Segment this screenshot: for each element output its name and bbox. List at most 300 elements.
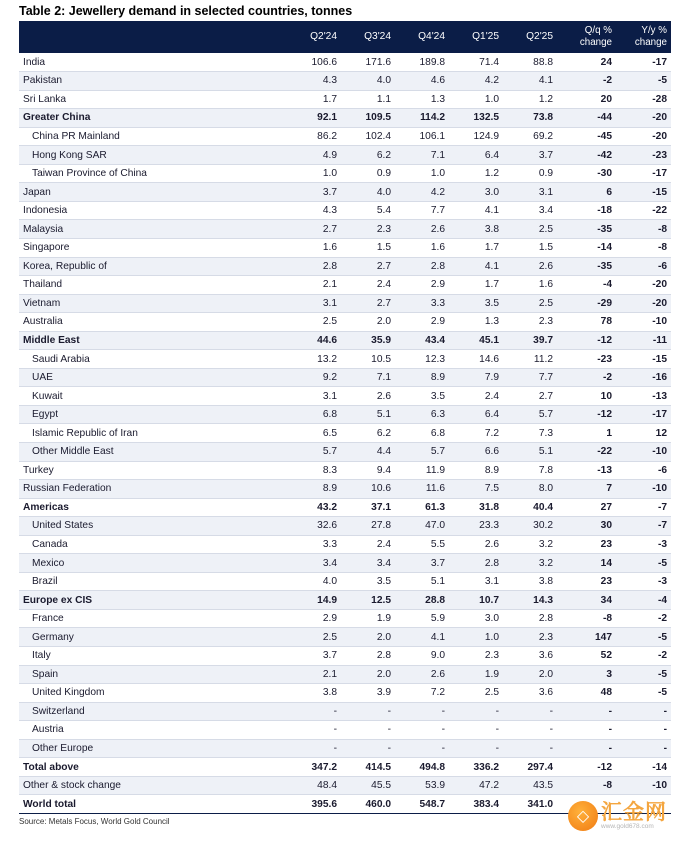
row-yy-change: -17	[616, 53, 671, 72]
row-yy-change: -11	[616, 331, 671, 350]
row-value: 14.3	[503, 591, 557, 610]
row-value: 1.5	[503, 238, 557, 257]
row-yy-change: -7	[616, 498, 671, 517]
row-qq-change: 52	[557, 647, 616, 666]
row-qq-change: -8	[557, 776, 616, 795]
row-value: 2.5	[287, 313, 341, 332]
row-value: 6.3	[395, 405, 449, 424]
row-value: -	[503, 739, 557, 758]
row-value: 39.7	[503, 331, 557, 350]
row-label: United States	[19, 517, 287, 536]
row-yy-change: -10	[616, 480, 671, 499]
row-value: 2.7	[287, 220, 341, 239]
row-value: 4.0	[287, 572, 341, 591]
row-value: 2.6	[449, 535, 503, 554]
row-label: United Kingdom	[19, 684, 287, 703]
row-value: 548.7	[395, 795, 449, 814]
table-row	[19, 220, 671, 239]
row-value: 5.7	[287, 442, 341, 461]
row-label: Other Europe	[19, 739, 287, 758]
row-value: 2.5	[287, 628, 341, 647]
row-value: 35.9	[341, 331, 395, 350]
row-value: 189.8	[395, 53, 449, 72]
row-value: 106.1	[395, 127, 449, 146]
table-row	[19, 535, 671, 554]
row-value: 3.8	[503, 572, 557, 591]
row-value: 10.5	[341, 350, 395, 369]
row-qq-change: 48	[557, 684, 616, 703]
row-value: 1.3	[395, 90, 449, 109]
row-value: 43.4	[395, 331, 449, 350]
row-value: 31.8	[449, 498, 503, 517]
table-title: Table 2: Jewellery demand in selected countries, tonnes	[19, 4, 353, 18]
table-row	[19, 276, 671, 295]
table-row	[19, 53, 671, 72]
row-value: 4.1	[395, 628, 449, 647]
row-value: 2.4	[449, 387, 503, 406]
table-row	[19, 313, 671, 332]
table-row	[19, 238, 671, 257]
row-value: 3.2	[503, 554, 557, 573]
row-value: 6.4	[449, 405, 503, 424]
row-value: 4.0	[341, 72, 395, 91]
row-value: 7.2	[395, 684, 449, 703]
table-row	[19, 183, 671, 202]
row-value: 3.5	[341, 572, 395, 591]
table-row	[19, 387, 671, 406]
table-row	[19, 498, 671, 517]
row-value: 6.8	[287, 405, 341, 424]
row-value: 11.9	[395, 461, 449, 480]
row-value: 3.0	[449, 183, 503, 202]
row-value: 6.6	[449, 442, 503, 461]
row-label: Sri Lanka	[19, 90, 287, 109]
row-value: 3.6	[503, 647, 557, 666]
row-value: 2.0	[503, 665, 557, 684]
row-value: 414.5	[341, 758, 395, 777]
row-value: 4.2	[395, 183, 449, 202]
row-qq-change: 23	[557, 572, 616, 591]
row-value: 13.2	[287, 350, 341, 369]
row-value: 1.7	[449, 238, 503, 257]
row-value: 8.3	[287, 461, 341, 480]
row-value: 5.9	[395, 609, 449, 628]
row-label: Total above	[19, 758, 287, 777]
row-qq-change: -	[557, 702, 616, 721]
header-q2-25: Q2'25	[526, 31, 553, 42]
row-value: 2.3	[341, 220, 395, 239]
row-value: 3.1	[503, 183, 557, 202]
watermark-text	[601, 802, 667, 831]
row-label: Brazil	[19, 572, 287, 591]
row-value: 2.7	[341, 257, 395, 276]
row-yy-change: -6	[616, 257, 671, 276]
row-value: 5.1	[341, 405, 395, 424]
row-label: Other & stock change	[19, 776, 287, 795]
row-value: 2.1	[287, 665, 341, 684]
row-value: -	[341, 739, 395, 758]
row-qq-change: 20	[557, 90, 616, 109]
row-value: 3.3	[287, 535, 341, 554]
row-value: 30.2	[503, 517, 557, 536]
table-row	[19, 480, 671, 499]
row-label: Saudi Arabia	[19, 350, 287, 369]
table-row	[19, 628, 671, 647]
row-label: Taiwan Province of China	[19, 164, 287, 183]
row-label: France	[19, 609, 287, 628]
row-label: Russian Federation	[19, 480, 287, 499]
row-value: 4.2	[449, 72, 503, 91]
row-qq-change: -2	[557, 368, 616, 387]
row-qq-change: -42	[557, 146, 616, 165]
row-value: 5.1	[395, 572, 449, 591]
row-value: -	[395, 721, 449, 740]
row-value: 53.9	[395, 776, 449, 795]
row-qq-change: 24	[557, 53, 616, 72]
row-value: 88.8	[503, 53, 557, 72]
header-q1-25: Q1'25	[472, 31, 499, 42]
row-label: Europe ex CIS	[19, 591, 287, 610]
row-value: 4.6	[395, 72, 449, 91]
row-yy-change: -14	[616, 758, 671, 777]
row-qq-change: 27	[557, 498, 616, 517]
row-value: 109.5	[341, 109, 395, 128]
row-qq-change: -12	[557, 331, 616, 350]
row-qq-change: -45	[557, 127, 616, 146]
row-value: 1.9	[341, 609, 395, 628]
row-yy-change: -3	[616, 572, 671, 591]
row-value: 124.9	[449, 127, 503, 146]
row-value: 1.1	[341, 90, 395, 109]
row-value: 23.3	[449, 517, 503, 536]
row-value: -	[395, 739, 449, 758]
row-value: 47.2	[449, 776, 503, 795]
row-yy-change: -20	[616, 276, 671, 295]
row-value: 460.0	[341, 795, 395, 814]
row-value: 4.3	[287, 72, 341, 91]
row-value: 383.4	[449, 795, 503, 814]
row-value: 341.0	[503, 795, 557, 814]
table-row	[19, 758, 671, 777]
row-qq-change: -8	[557, 609, 616, 628]
row-value: 5.7	[395, 442, 449, 461]
row-value: 9.4	[341, 461, 395, 480]
row-value: 7.2	[449, 424, 503, 443]
row-value: 3.7	[287, 183, 341, 202]
row-value: 3.3	[395, 294, 449, 313]
row-value: -	[449, 739, 503, 758]
row-label: UAE	[19, 368, 287, 387]
row-value: 8.0	[503, 480, 557, 499]
row-label: Americas	[19, 498, 287, 517]
row-value: 3.6	[503, 684, 557, 703]
row-value: 11.2	[503, 350, 557, 369]
row-yy-change: -2	[616, 647, 671, 666]
row-yy-change: -10	[616, 442, 671, 461]
row-qq-change: -4	[557, 276, 616, 295]
row-value: 3.1	[449, 572, 503, 591]
row-value: 494.8	[395, 758, 449, 777]
row-yy-change: -15	[616, 350, 671, 369]
row-value: 69.2	[503, 127, 557, 146]
row-yy-change: -28	[616, 90, 671, 109]
row-yy-change: -16	[616, 368, 671, 387]
row-value: 5.7	[503, 405, 557, 424]
row-value: 71.4	[449, 53, 503, 72]
row-value: 14.6	[449, 350, 503, 369]
row-value: 45.5	[341, 776, 395, 795]
row-qq-change: 3	[557, 665, 616, 684]
row-value: 7.1	[395, 146, 449, 165]
row-value: 1.6	[503, 276, 557, 295]
row-value: -	[287, 739, 341, 758]
row-value: 43.5	[503, 776, 557, 795]
row-qq-change: 1	[557, 424, 616, 443]
row-value: -	[503, 721, 557, 740]
row-yy-change: -4	[616, 591, 671, 610]
row-value: -	[287, 702, 341, 721]
row-label: Pakistan	[19, 72, 287, 91]
row-value: 1.7	[287, 90, 341, 109]
row-value: 1.3	[449, 313, 503, 332]
row-value: 86.2	[287, 127, 341, 146]
row-value: 5.5	[395, 535, 449, 554]
table-body	[19, 53, 671, 813]
row-value: 9.0	[395, 647, 449, 666]
row-value: 1.0	[395, 164, 449, 183]
table-row	[19, 146, 671, 165]
row-value: 2.8	[395, 257, 449, 276]
row-label: World total	[19, 795, 287, 814]
table-row	[19, 109, 671, 128]
row-value: 336.2	[449, 758, 503, 777]
row-value: 3.7	[287, 647, 341, 666]
row-value: 1.2	[503, 90, 557, 109]
row-value: 43.2	[287, 498, 341, 517]
row-value: 2.3	[503, 313, 557, 332]
header-country	[19, 21, 287, 53]
row-value: 1.2	[449, 164, 503, 183]
row-label: Hong Kong SAR	[19, 146, 287, 165]
row-value: 6.2	[341, 424, 395, 443]
row-qq-change: 10	[557, 387, 616, 406]
row-value: 2.5	[503, 220, 557, 239]
row-yy-change: -5	[616, 628, 671, 647]
row-value: 2.6	[503, 257, 557, 276]
table-row	[19, 739, 671, 758]
table-row	[19, 702, 671, 721]
table-row	[19, 90, 671, 109]
row-label: Malaysia	[19, 220, 287, 239]
watermark-name: 汇金网	[601, 800, 667, 824]
row-yy-change: -10	[616, 313, 671, 332]
row-value: 3.7	[395, 554, 449, 573]
table-row	[19, 609, 671, 628]
row-value: 2.6	[395, 220, 449, 239]
table-row	[19, 405, 671, 424]
row-qq-change: -12	[557, 405, 616, 424]
row-value: 3.8	[287, 684, 341, 703]
row-value: 32.6	[287, 517, 341, 536]
row-value: 171.6	[341, 53, 395, 72]
table-row	[19, 591, 671, 610]
row-value: 6.4	[449, 146, 503, 165]
row-value: 40.4	[503, 498, 557, 517]
row-value: -	[449, 702, 503, 721]
row-label: Egypt	[19, 405, 287, 424]
row-value: 5.1	[503, 442, 557, 461]
row-value: 7.3	[503, 424, 557, 443]
header-yy-change: Y/y % change	[634, 25, 667, 48]
row-label: Islamic Republic of Iran	[19, 424, 287, 443]
table-row	[19, 257, 671, 276]
row-value: -	[287, 721, 341, 740]
row-value: 2.5	[449, 684, 503, 703]
row-label: Singapore	[19, 238, 287, 257]
row-qq-change: -2	[557, 72, 616, 91]
row-value: -	[503, 702, 557, 721]
row-value: 6.5	[287, 424, 341, 443]
row-value: 114.2	[395, 109, 449, 128]
row-yy-change: -5	[616, 72, 671, 91]
row-qq-change: -29	[557, 294, 616, 313]
row-value: 28.8	[395, 591, 449, 610]
row-qq-change: -14	[557, 238, 616, 257]
row-value: 2.8	[341, 647, 395, 666]
row-yy-change: -5	[616, 554, 671, 573]
row-yy-change: -22	[616, 201, 671, 220]
row-value: 7.7	[395, 201, 449, 220]
row-value: 3.8	[449, 220, 503, 239]
row-value: 2.8	[449, 554, 503, 573]
row-value: 1.0	[449, 90, 503, 109]
row-label: Greater China	[19, 109, 287, 128]
row-value: 3.5	[449, 294, 503, 313]
row-yy-change: -3	[616, 535, 671, 554]
row-label: Other Middle East	[19, 442, 287, 461]
table-row	[19, 665, 671, 684]
row-label: Italy	[19, 647, 287, 666]
row-value: 7.7	[503, 368, 557, 387]
row-value: 4.4	[341, 442, 395, 461]
row-value: 102.4	[341, 127, 395, 146]
row-yy-change: -20	[616, 127, 671, 146]
row-value: 48.4	[287, 776, 341, 795]
row-value: 3.5	[395, 387, 449, 406]
row-qq-change: -13	[557, 461, 616, 480]
row-value: 5.4	[341, 201, 395, 220]
row-value: 2.6	[341, 387, 395, 406]
row-value: 27.8	[341, 517, 395, 536]
row-value: 3.2	[503, 535, 557, 554]
row-value: -	[341, 702, 395, 721]
row-value: 2.9	[395, 313, 449, 332]
row-value: 4.1	[449, 257, 503, 276]
row-value: 1.9	[449, 665, 503, 684]
table-row	[19, 72, 671, 91]
row-value: 8.9	[287, 480, 341, 499]
row-value: 2.4	[341, 535, 395, 554]
row-yy-change: -8	[616, 238, 671, 257]
row-label: Japan	[19, 183, 287, 202]
row-value: 12.3	[395, 350, 449, 369]
watermark	[568, 798, 680, 834]
table-row	[19, 294, 671, 313]
row-yy-change: -20	[616, 294, 671, 313]
row-value: 3.1	[287, 294, 341, 313]
table-row	[19, 517, 671, 536]
row-value: 1.0	[449, 628, 503, 647]
row-label: Thailand	[19, 276, 287, 295]
table-row	[19, 201, 671, 220]
jewellery-demand-table	[19, 21, 671, 814]
table-row	[19, 647, 671, 666]
row-yy-change: -6	[616, 461, 671, 480]
row-value: 11.6	[395, 480, 449, 499]
table-row	[19, 350, 671, 369]
row-yy-change: -7	[616, 517, 671, 536]
row-yy-change: -5	[616, 684, 671, 703]
row-yy-change: -23	[616, 146, 671, 165]
row-value: 2.0	[341, 665, 395, 684]
source-note: Source: Metals Focus, World Gold Council	[19, 817, 170, 826]
row-value: 3.0	[449, 609, 503, 628]
row-value: 92.1	[287, 109, 341, 128]
row-value: 1.0	[287, 164, 341, 183]
table-row	[19, 572, 671, 591]
row-value: 2.9	[395, 276, 449, 295]
table-row	[19, 442, 671, 461]
table-row	[19, 721, 671, 740]
row-value: -	[341, 721, 395, 740]
row-value: 106.6	[287, 53, 341, 72]
row-qq-change: -22	[557, 442, 616, 461]
row-label: Canada	[19, 535, 287, 554]
row-label: Indonesia	[19, 201, 287, 220]
table-row	[19, 554, 671, 573]
row-value: 0.9	[503, 164, 557, 183]
row-value: 47.0	[395, 517, 449, 536]
row-value: 4.3	[287, 201, 341, 220]
row-qq-change: 7	[557, 480, 616, 499]
row-value: 4.1	[503, 72, 557, 91]
table-row	[19, 164, 671, 183]
row-value: 2.0	[341, 628, 395, 647]
row-value: 3.9	[341, 684, 395, 703]
row-value: 2.9	[287, 609, 341, 628]
row-value: 14.9	[287, 591, 341, 610]
table-row	[19, 368, 671, 387]
row-value: 3.4	[341, 554, 395, 573]
row-value: 7.5	[449, 480, 503, 499]
table-header-row	[19, 21, 671, 53]
row-value: 2.7	[341, 294, 395, 313]
row-value: 3.4	[503, 201, 557, 220]
row-value: 2.3	[503, 628, 557, 647]
table-row	[19, 424, 671, 443]
header-q4-24: Q4'24	[418, 31, 445, 42]
row-label: Australia	[19, 313, 287, 332]
row-qq-change: -12	[557, 758, 616, 777]
row-value: 4.9	[287, 146, 341, 165]
row-value: 3.4	[287, 554, 341, 573]
row-yy-change: -10	[616, 776, 671, 795]
row-yy-change: -13	[616, 387, 671, 406]
row-qq-change: 23	[557, 535, 616, 554]
row-qq-change: -30	[557, 164, 616, 183]
row-value: 1.5	[341, 238, 395, 257]
table-row	[19, 776, 671, 795]
